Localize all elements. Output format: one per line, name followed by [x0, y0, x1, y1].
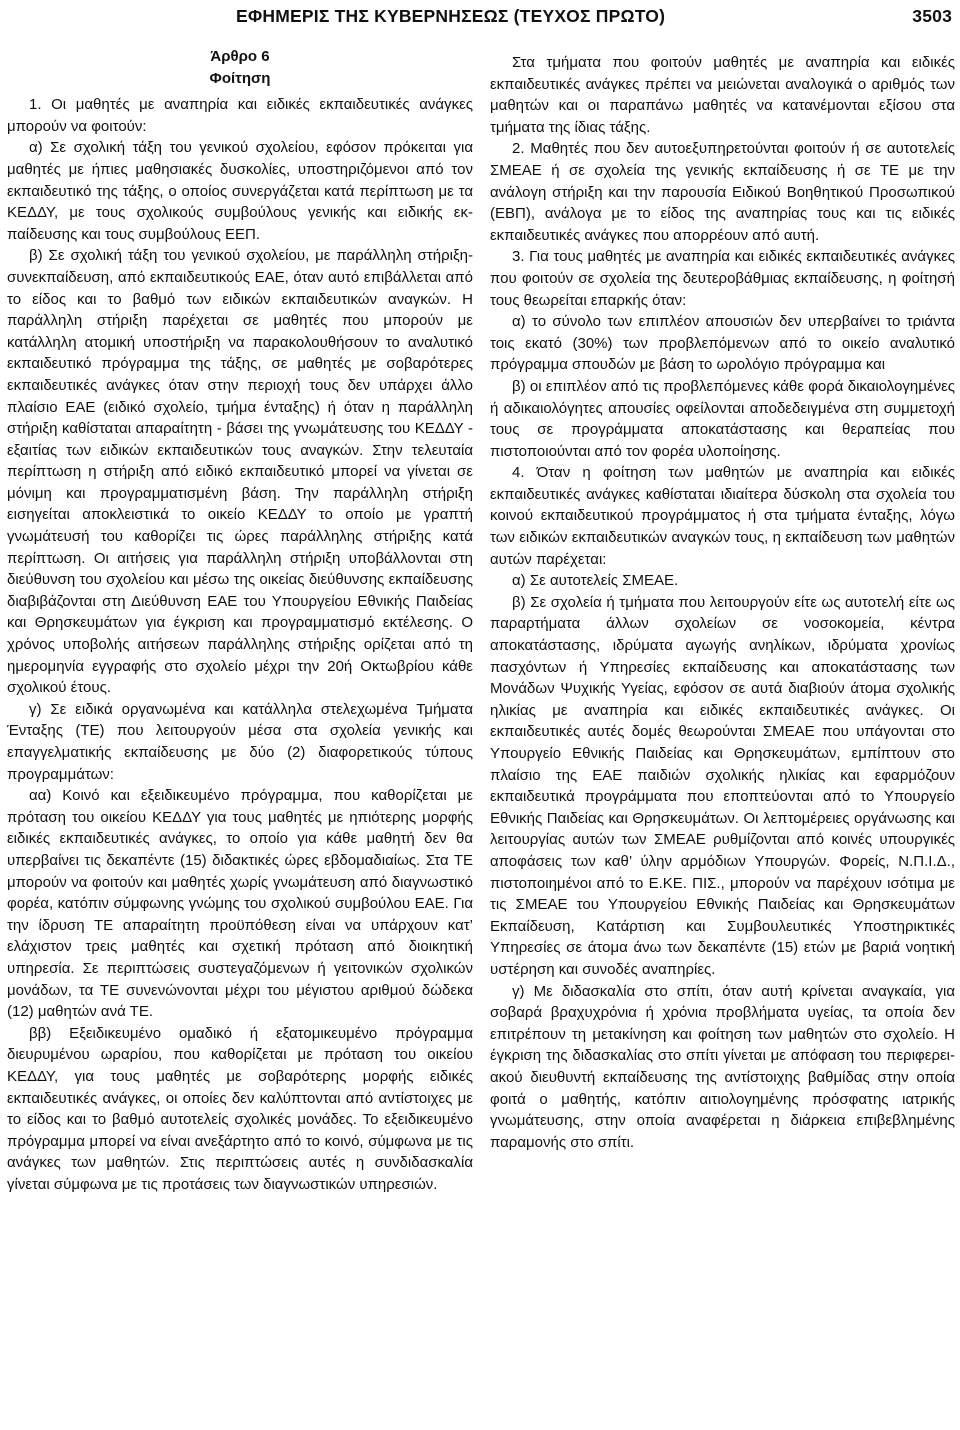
- article-number: Άρθρο 6: [210, 48, 270, 65]
- page-header: [236, 6, 952, 30]
- paragraph: γ) Με διδασκαλία στο σπίτι, όταν αυτή κρίνεται αναγκαία, για σοβαρά βραχυχρόνια ή χρόνια προβλήματα υγείας, τα οποία δεν επιτρέπουν τη μετακίνηση και φοίτηση των μαθητών στο σχολείο. Η έγκριση της διδασκαλίας στο σπίτι γίνεται με απόφαση του περιφερειακού διευθυντή εκπαίδευσης της αντίστοιχης βαθμίδας στην οποία φοιτά ο μαθητής, κατόπιν αιτιολογημένης πρόσφατης ιατρικής γνωμάτευσης, στην οποία αναφέρεται η διάρκεια επιβεβλημένης παραμονής στο σπίτι.: [490, 982, 955, 1151]
- left-column: [7, 46, 473, 1195]
- paragraph: Στα τμήματα που φοιτούν μαθητές με αναπηρία και ειδικές εκπαιδευτικές ανάγκες πρέπει να μειώνεται αναλογικά ο αριθμός των μαθητών και οι παραπάνω μαθητές να κατανέμονται εξίσου στα τμήματα της ίδιας τάξης.: [490, 54, 955, 136]
- paragraph: α) Σε αυτοτελείς ΣΜΕΑΕ.: [512, 572, 679, 590]
- paragraph: β) Σε σχολεία ή τμήματα που λειτουργούν είτε ως αυτοτελή είτε ως παραρτήματα άλλων σχολείων σε νοσοκομεία, κέντρα αποκατάστασης, ιδρύματα αγωγής ανηλίκων, ιδρύματα χρονίως πασχόντων ή Υπηρεσίες εκπαίδευσης και αποκατάστασης των Μονάδων Ψυχικής Υγείας, εφόσον σε αυτά διαβιούν άτομα σχολικής ηλικίας με αναπηρία και ειδικές εκπαιδευτικές ανάγκες. Οι εκπαιδευτικές αυτές δομές θεωρούνται ΣΜΕΑΕ που υπάγονται στο Υπουργείο Εθνικής Παιδείας και Θρησκευμάτων, εμπίπτουν στο πλαίσιο της ΕΑΕ παιδιών σχολικής ηλικίας και εφαρμόζουν εκπαιδευτικά προγράμματα που εποπτεύονται από το Υπουργείο Εθνικής Παιδείας και Θρησκευμάτων. Οι λεπτομέρειες οργάνωσης και λειτουργίας αυτών των ΣΜΕΑΕ ρυθμίζονται από κοινές υπουργικές αποφάσεις των καθ’ ύλην αρμόδιων Υπουργών. Φορείς, Ν.Π.Ι.Δ., πιστοποιημένοι από το Ε.ΚΕ. ΠΙΣ., μπορούν να παρέχουν ισότιμα με τις ΣΜΕΑΕ του Υπουργείου Εθνικής Παιδείας και Θρησκευμάτων Εκπαίδευση, Κατάρτιση και Συμβουλευτικές Υποστηρικτικές Υπηρεσίες σε άτομα άνω των δεκαπέντε (15) ετών με βαριά νοητική υστέρηση και συνοδές αναπηρίες.: [490, 593, 955, 978]
- paragraph: α) το σύνολο των επιπλέον απουσιών δεν υπερβαίνει το τριάντα τοις εκατό (30%) των προβλεπόμενων από το οικείο αναλυτικό πρόγραμμα σπουδών με βάση το ωρολόγιο πρόγραμμα και: [490, 313, 955, 374]
- paragraph: αα) Κοινό και εξειδικευμένο πρόγραμμα, που καθορίζεται με πρόταση του οικείου ΚΕΔΔΥ για τους μαθητές με ηπιότερης μορφής ειδικές εκπαιδευτικές ανάγκες, το οποίο για κάθε μαθητή δεν θα υπερβαίνει τις δεκαπέντε (15) διδακτικές ώρες εβδομαδιαίως. Στα ΤΕ μπορούν να φοιτούν και μαθητές χωρίς γνωμάτευση από διαγνωστικό φορέα, κατόπιν σύμφωνης γνώμης του σχολικού συμβούλου ΕΑΕ. Για την ίδρυση ΤΕ απαραίτητη προϋπόθεση είναι να υπάρχουν κατ’ ελάχιστον τρεις μαθητές και σχετική πρόταση από διοικητική υπηρεσία. Σε περιπτώσεις συστεγαζόμενων ή γειτονικών σχολικών μονάδων, τα ΤΕ συνενώνονται μέχρι του μέγιστου αριθμού δώδεκα (12) μαθητών ανά ΤΕ.: [7, 787, 473, 1021]
- paragraph: 1. Οι μαθητές με αναπηρία και ειδικές εκπαιδευτικές ανάγκες μπορούν να φοιτούν:: [7, 96, 473, 135]
- paragraph: β) οι επιπλέον από τις προβλεπόμενες κάθε φορά δικαιολογημένες ή αδικαιολόγητες απουσίες οφείλονται αποδεδειγμένα στη συμμετοχή τους σε προγράμματα αποκατάστασης και θεραπείας που πιστοποιούνται από τον φορέα υλοποίησης.: [490, 377, 955, 460]
- paragraph: γ) Σε ειδικά οργανωμένα και κατάλληλα στελεχωμένα Τμήματα Ένταξης (ΤΕ) που λειτουργούν μέσα στα σχολεία γενικής και επαγγελματικής εκπαίδευσης με δύο (2) διαφορετικούς τύπους προγραμμάτων:: [7, 700, 473, 783]
- paragraph: 4. Όταν η φοίτηση των μαθητών με αναπηρία και ειδικές εκπαιδευτικές ανάγκες καθίσταται ιδιαίτερα δύσκολη στα σχολεία του κοινού εκπαιδευτικού προγράμματος ή στα τμήματα ένταξης, λόγω των ειδικών εκπαιδευτικών αναγκών τους, η εκπαίδευση των μαθητών αυτών παρέχεται:: [490, 464, 955, 568]
- gazette-title: ΕΦΗΜΕΡΙΣ ΤΗΣ ΚΥΒΕΡΝΗΣΕΩΣ (ΤΕΥΧΟΣ ΠΡΩΤΟ): [236, 6, 666, 26]
- paragraph: β) Σε σχολική τάξη του γενικού σχολείου, με παράλληλη στήριξη-συνεκπαίδευση, από εκπαιδευτικούς ΕΑΕ, όταν αυτό επιβάλλεται από το είδος και το βαθμό των ειδικών εκπαιδευτικών αναγκών. Η παράλληλη στήριξη παρέχεται σε μαθητές που μπορούν με κατάλληλη ατομική υποστήριξη να παρακολουθήσουν το αναλυτικό εκπαιδευτικό πρόγραμμα της τάξης, σε μαθητές με σοβαρότερες εκπαιδευτικές ανάγκες όταν στην περιοχή τους δεν υπάρχει άλλο πλαίσιο ΕΑΕ (ειδικό σχολείο, τμήμα ένταξης) ή όταν η παράλληλη στήριξη καθίσταται απαραίτητη - βάσει της γνωμάτευσης του ΚΕΔΔΥ - εξαιτίας των ειδικών εκπαιδευτικών τους αναγκών. Στην τελευταία περίπτωση η στήριξη από ειδικό εκπαιδευτικό μπορεί να γίνεται σε μόνιμη και προγραμματισμένη βάση. Την παράλληλη στήριξη εισηγείται αποκλειστικά το οικείο ΚΕΔΔΥ το οποίο με γραπτή γνωμάτευσή του καθορίζει τις ώρες παράλληλης στήριξης κατά περίπτωση. Οι αιτήσεις για παράλληλη στήριξη υποβάλλονται στη διεύθυνση του σχολείου και μέσω της οικείας διεύθυνσης εκπαίδευσης διαβιβάζονται στη Διεύθυνση ΕΑΕ του Υπουργείου Εθνικής Παιδείας και Θρησκευμάτων για έγκριση και προγραμματισμό εκτέλεσης. Ο χρόνος υποβολής αιτήσεων παράλληλης στήριξης ορίζεται από τη ημερομηνία εγγραφής στο σχολείο μέχρι την 20ή Οκτωβρίου κάθε σχολικού έτους.: [7, 247, 473, 697]
- article-title: Φοίτηση: [209, 69, 271, 87]
- paragraph: 2. Μαθητές που δεν αυτοεξυπηρετούνται φοιτούν ή σε αυτοτελείς ΣΜΕΑΕ ή σε σχολεία της γενικής εκπαίδευσης ή σε ΤΕ με την ανάλογη στήριξη και την παρουσία Ειδικού Βοηθητικού Προσωπικού (ΕΒΠ), ανάλογα με το είδος της αναπηρίας τους και τις ειδικές εκπαιδευτικές ανάγκες που απορρέουν από αυτή.: [490, 140, 955, 244]
- page-number: 3503: [912, 6, 952, 26]
- right-column: [490, 52, 955, 1153]
- paragraph: 3. Για τους μαθητές με αναπηρία και ειδικές εκπαιδευτικές ανάγκες που φοιτούν σε σχολεία της δευτεροβάθμιας εκπαίδευσης, η φοίτησή τους θεωρείται επαρκής όταν:: [490, 248, 955, 309]
- paragraph: α) Σε σχολική τάξη του γενικού σχολείου, εφόσον πρόκειται για μαθητές με ήπιες μαθησιακές δυσκολίες, υποστηριζόμενοι από τον εκπαιδευτικό της τάξης, ο οποίος συνεργάζεται κατά περίπτωση με τα ΚΕΔΔΥ, με τους σχολικούς συμβούλους γενικής και ειδικής εκπαίδευσης και τους συμβούλους ΕΕΠ.: [7, 139, 473, 243]
- paragraph: ββ) Εξειδικευμένο ομαδικό ή εξατομικευμένο πρόγραμμα διευρυμένου ωραρίου, που καθορίζεται με πρόταση του οικείου ΚΕΔΔΥ, για τους μαθητές με σοβαρότερης μορφής ειδικές εκπαιδευτικές ανάγκες, οι οποίες δεν καλύπτονται από αντίστοιχες με το είδος και το βαθμό αυτοτελείς σχολικές μονάδες. Το εξειδικευμένο πρόγραμμα μπορεί να είναι ανεξάρτητο από το κοινό, σύμφωνα με τις ανάγκες των μαθητών. Στις περιπτώσεις αυτές η συνδιδασκαλία γίνεται σύμφωνα με τις προτάσεις των διαγνωστικών υπηρεσιών.: [7, 1024, 473, 1193]
